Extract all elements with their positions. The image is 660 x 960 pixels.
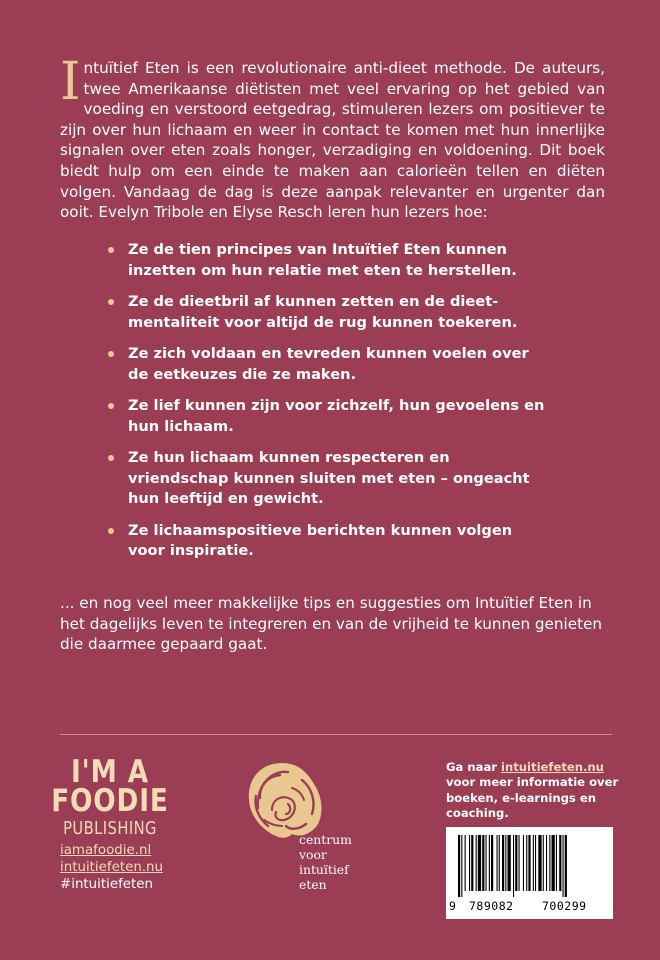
publisher-link[interactable]: iamafoodie.nl: [60, 843, 152, 858]
centrum-line: centrum: [299, 832, 352, 847]
barcode-bar: [486, 835, 487, 891]
list-item: Ze hun lichaam kunnen respecteren en vriendschap kunnen sluiten met eten – ongeacht hun leeftijd en gewicht.: [128, 448, 548, 510]
centrum-line: intuïtief: [299, 862, 349, 877]
publisher-logo: [40, 754, 180, 840]
barcode-bar: [549, 835, 550, 891]
logo-line: I'M A: [71, 754, 149, 790]
barcode-bar: [565, 835, 567, 897]
info-suffix: voor meer informatie over boeken, e-learnings en coaching.: [446, 775, 619, 821]
list-item: Ze de tien principes van Intuïtief Eten kunnen inzetten om hun relatie met eten te herstellen.: [128, 240, 548, 281]
barcode-bar: [538, 835, 541, 891]
info-text: [446, 760, 626, 822]
barcode-bar: [556, 835, 557, 891]
barcode-bar: [502, 835, 504, 891]
barcode-bar: [461, 835, 462, 897]
barcode-bar: [489, 835, 490, 891]
barcode-bar: [546, 835, 547, 891]
barcode-bar: [478, 835, 481, 891]
intro-text: ntuïtief Eten is een revolutionaire anti-dieet methode. De auteurs, twee Amerikaanse diëtisten met veel ervaring op het gebied van voeding en verstoord eetgedrag, stimuleren lezers om positiever te zijn over hun lichaam en weer in contact te komen met hun innerlijke signalen over eten zoals honger, verzadiging en voldoening. Dit boek biedt hulp om een einde te maken aan calorieën tellen en diëten volgen. Vandaag de dag is deze aanpak relevanter en urgenter dan ooit. Evelyn Tribole en Elyse Resch leren hun lezers hoe:: [60, 59, 605, 222]
barcode-bar: [543, 835, 544, 891]
drop-cap: I: [60, 52, 81, 112]
info-prefix: Ga naar: [446, 760, 502, 774]
barcode-bar: [526, 835, 527, 891]
isbn-group: 789082: [469, 899, 514, 913]
logo-line: PUBLISHING: [63, 818, 157, 839]
intro-paragraph: [60, 52, 605, 223]
barcode-bar: [471, 835, 473, 891]
list-item: Ze lichaamspositieve berichten kunnen volgen voor inspiratie.: [128, 521, 548, 562]
barcode-bar: [515, 835, 517, 891]
barcode-bar: [465, 835, 466, 891]
logo-line: FOODIE: [51, 783, 169, 819]
barcode-bar: [508, 835, 511, 891]
isbn-lead-digit: 9: [449, 899, 457, 913]
barcode-bars: [458, 835, 601, 897]
barcode-bar: [563, 835, 564, 897]
divider: [60, 734, 612, 735]
barcode-bar: [491, 835, 493, 891]
outro-paragraph: ... en nog veel meer makkelijke tips en suggesties om Intuïtief Eten in het dagelijks leven te integreren en van de vrijheid te kunnen genieten die daarmee gepaard gaat.: [60, 594, 603, 654]
hashtag: #intuitiefeten: [60, 877, 154, 892]
benefits-list: [128, 240, 548, 573]
publisher-links: [60, 842, 163, 893]
centrum-line: eten: [299, 877, 327, 892]
barcode-bar: [519, 835, 520, 891]
list-item: Ze lief kunnen zijn voor zichzelf, hun gevoelens en hun lichaam.: [128, 396, 548, 437]
centrum-name: [299, 832, 352, 892]
barcode-bar: [513, 835, 514, 897]
barcode-bar: [559, 835, 561, 891]
list-item: Ze de dieetbril af kunnen zetten en de dieet-mentaliteit voor altijd de rug kunnen toekeren.: [128, 292, 548, 333]
barcode-bar: [469, 835, 470, 891]
barcode-bar: [505, 835, 506, 891]
barcode-bar: [528, 835, 530, 891]
barcode-bar: [476, 835, 477, 891]
barcode-bar: [497, 835, 498, 891]
website-link[interactable]: intuitiefeten.nu: [60, 860, 164, 875]
barcode-bar: [482, 835, 484, 891]
centrum-line: voor: [299, 847, 327, 862]
barcode: [446, 827, 613, 919]
barcode-bar: [458, 835, 460, 897]
barcode-bar: [535, 835, 536, 891]
barcode-bar: [533, 835, 534, 891]
list-item: Ze zich voldaan en tevreden kunnen voelen over de eetkeuzes die ze maken.: [128, 344, 548, 385]
barcode-bar: [499, 835, 500, 891]
barcode-bar: [552, 835, 555, 891]
barcode-bar: [523, 835, 524, 891]
info-link[interactable]: intuitiefeten.nu: [501, 760, 604, 774]
isbn-group: 700299: [542, 899, 587, 913]
